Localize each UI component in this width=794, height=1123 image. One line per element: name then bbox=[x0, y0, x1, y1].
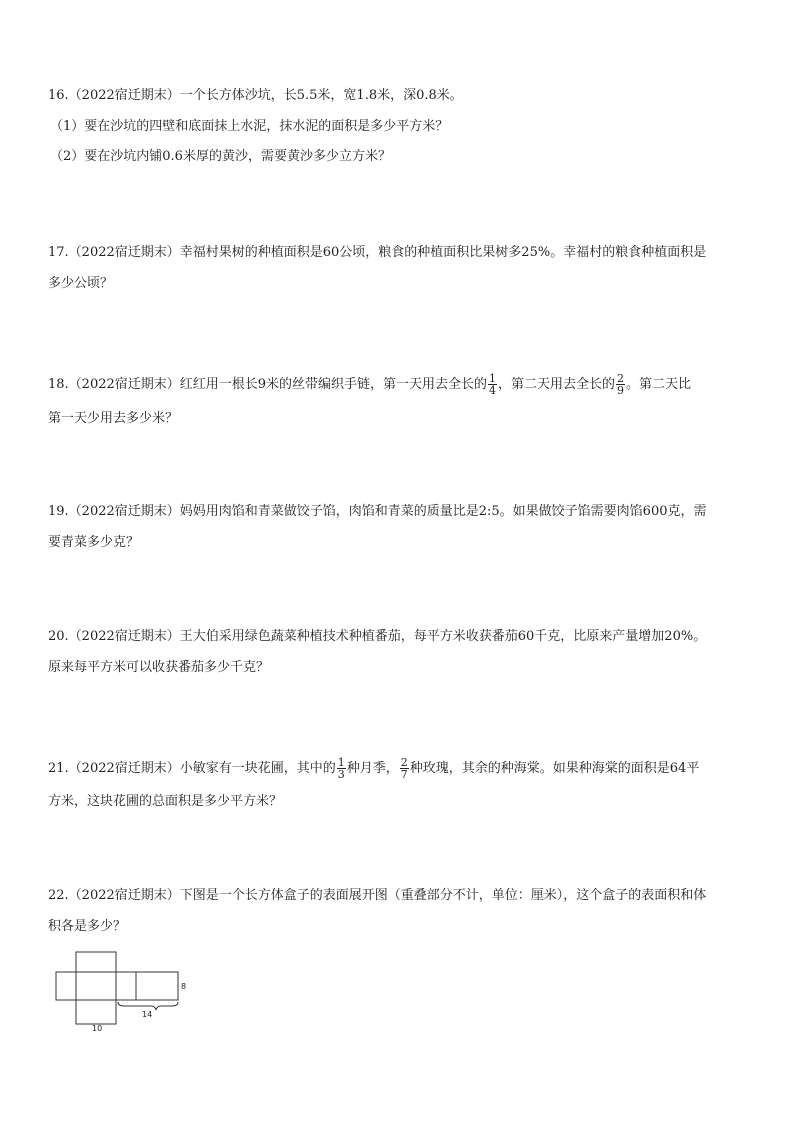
problem-19-line-2: 要青菜多少克？ bbox=[48, 535, 140, 550]
net-face-top bbox=[76, 952, 116, 972]
problem-18-text-b: ，第二天用去全长的 bbox=[498, 377, 616, 392]
problem-19-line-1: 19.（2022宿迁期末）妈妈用肉馅和青菜做饺子馅，肉馅和青菜的质量比是2:5。如果做饺子馅需要肉馅600克，需 bbox=[48, 504, 707, 519]
problem-20-line-1: 20.（2022宿迁期末）王大伯采用绿色蔬菜种植技术种植番茄，每平方米收获番茄60千克，比原来产量增加20%。 bbox=[48, 629, 707, 644]
problem-21-text-c: 种玫瑰，其余的种海棠。如果种海棠的面积是64平 bbox=[409, 761, 700, 776]
net-face-left bbox=[56, 972, 76, 1000]
net-face-right bbox=[116, 972, 136, 1000]
label-height: 8 bbox=[181, 982, 187, 991]
problem-21-line-1 bbox=[48, 757, 699, 780]
problem-22-line-1: 22.（2022宿迁期末）下图是一个长方体盒子的表面展开图（重叠部分不计，单位：厘米），这个盒子的表面积和体 bbox=[48, 888, 707, 903]
problem-17-line-2: 多少公顷？ bbox=[48, 276, 114, 291]
problem-18-line-1 bbox=[48, 373, 691, 396]
problem-16-part-2: （2）要在沙坑内铺0.6米厚的黄沙，需要黄沙多少立方米？ bbox=[50, 149, 391, 164]
problem-17-line-1: 17.（2022宿迁期末）幸福村果树的种植面积是60公顷，粮食的种植面积比果树多25%。幸福村的粮食种植面积是 bbox=[48, 245, 707, 260]
problem-21-text-b: 种月季， bbox=[346, 761, 399, 776]
net-face-back bbox=[136, 972, 178, 1000]
problem-16-part-1: （1）要在沙坑的四壁和底面抹上水泥，抹水泥的面积是多少平方米？ bbox=[50, 119, 449, 134]
label-length: 14 bbox=[142, 1010, 153, 1019]
label-width: 10 bbox=[92, 1024, 103, 1033]
fraction-one-quarter: $\frac{1}{4}$ bbox=[489, 372, 497, 397]
length-brace bbox=[118, 1002, 178, 1010]
box-net-drawing bbox=[54, 950, 194, 1030]
fraction-two-sevenths: $\frac{2}{7}$ bbox=[400, 756, 408, 781]
fraction-one-third: $\frac{1}{3}$ bbox=[337, 756, 345, 781]
problem-22-line-2: 积各是多少？ bbox=[48, 919, 127, 934]
fraction-two-ninths: $\frac{2}{9}$ bbox=[617, 372, 625, 397]
problem-20-line-2: 原来每平方米可以收获番茄多少千克？ bbox=[48, 660, 270, 675]
problem-16-stem: 16.（2022宿迁期末）一个长方体沙坑，长5.5米，宽1.8米，深0.8米。 bbox=[48, 88, 463, 103]
problem-18-text-c: 。第二天比 bbox=[626, 377, 692, 392]
problem-21-text-a: 21.（2022宿迁期末）小敏家有一块花圃，其中的 bbox=[48, 761, 336, 776]
box-net-figure bbox=[54, 950, 194, 1033]
problem-18-text-a: 18.（2022宿迁期末）红红用一根长9米的丝带编织手链，第一天用去全长的 bbox=[48, 377, 488, 392]
net-face-front bbox=[76, 972, 116, 1000]
problem-21-line-2: 方米，这块花圃的总面积是多少平方米？ bbox=[48, 794, 283, 809]
net-face-bottom bbox=[76, 1000, 116, 1024]
problem-18-line-2: 第一天少用去多少米？ bbox=[48, 411, 179, 426]
